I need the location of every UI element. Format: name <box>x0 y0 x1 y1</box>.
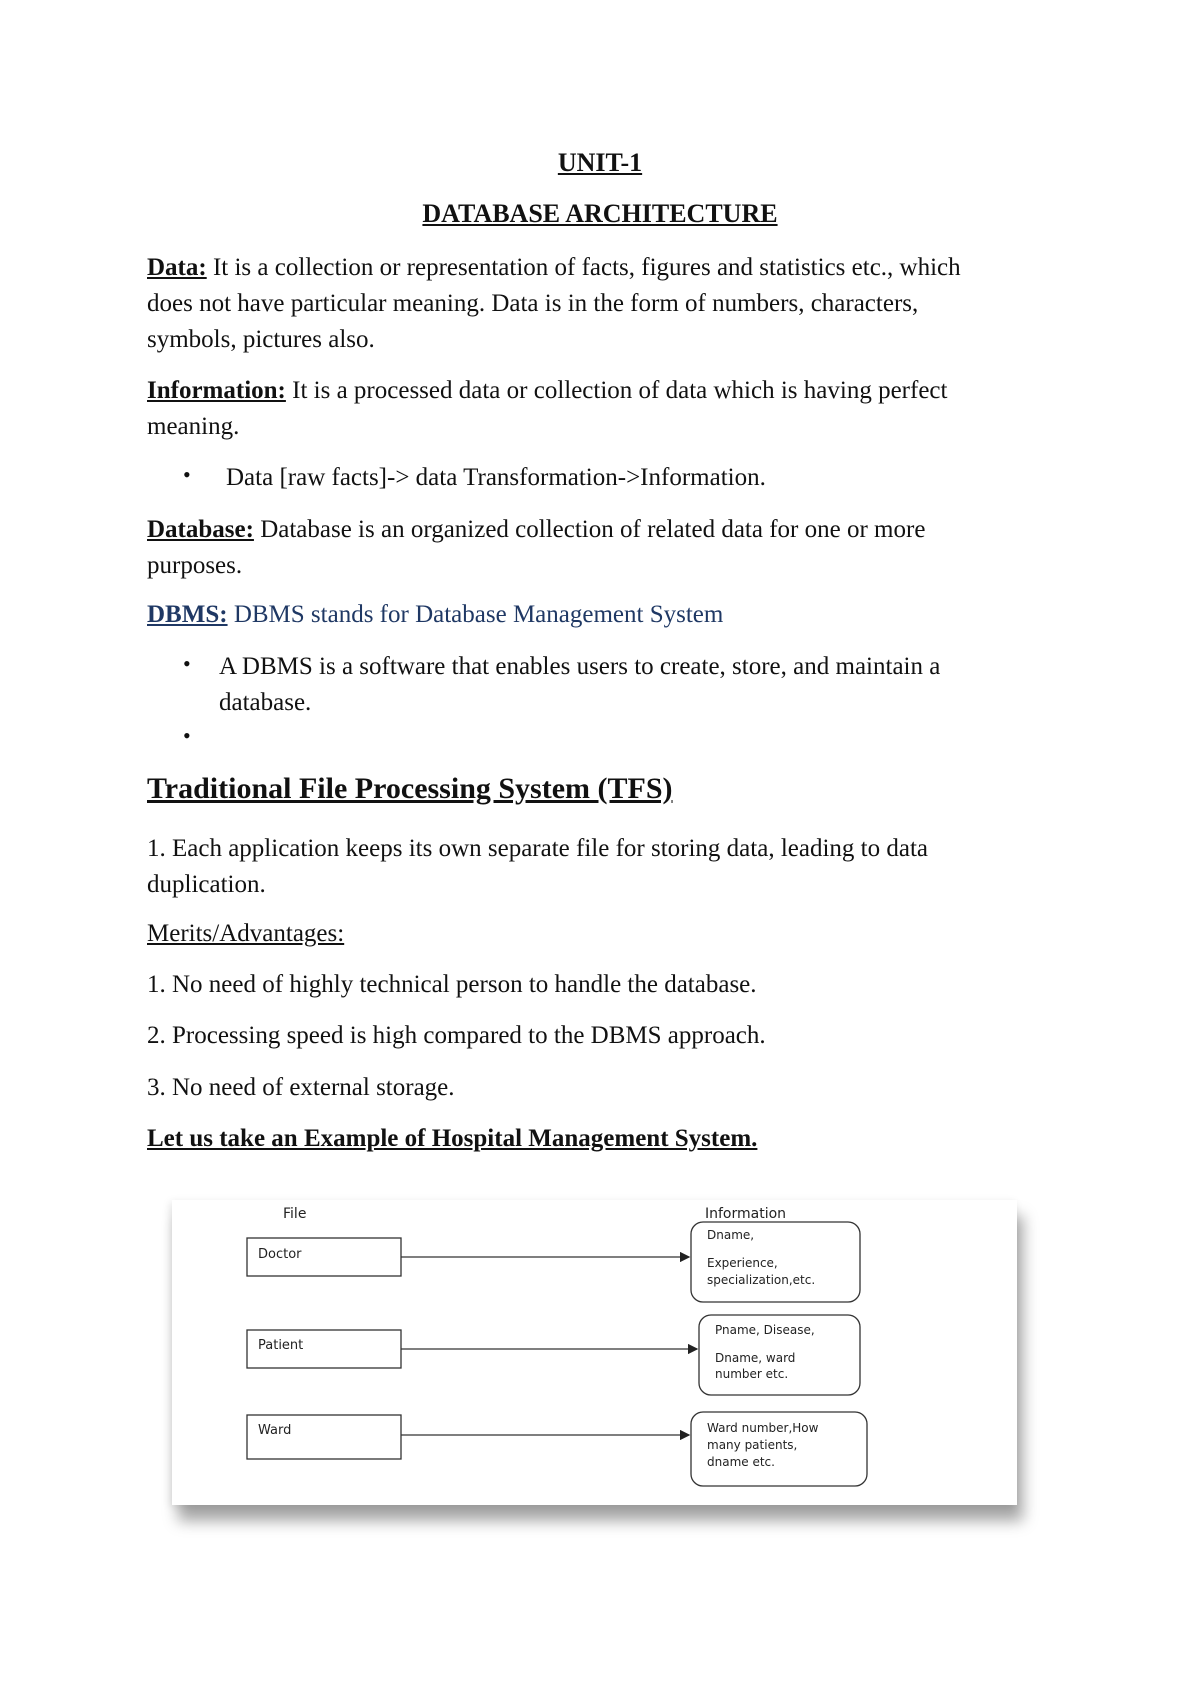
info-header: Information <box>705 1206 787 1222</box>
info-patient-line-2: Dname, ward <box>715 1351 796 1365</box>
information-line-2: meaning. <box>147 413 240 440</box>
tfs-point-1-line-2: duplication. <box>147 871 266 898</box>
merit-2: 2. Processing speed is high compared to the DBMS approach. <box>147 1022 766 1049</box>
data-line-3: symbols, pictures also. <box>147 326 375 353</box>
database-line-2: purposes. <box>147 552 243 579</box>
bullet-dot: • <box>183 462 191 487</box>
dbms-definition <box>147 597 1064 633</box>
info-ward-line-1: Ward number,How <box>707 1421 819 1435</box>
file-label-ward: Ward <box>258 1423 292 1438</box>
database-label: Database: <box>147 516 254 543</box>
dbms-label: DBMS: <box>147 601 228 628</box>
dbms-bullet-line-1: A DBMS is a software that enables users to create, store, and maintain a <box>219 653 941 680</box>
information-definition <box>147 373 1064 445</box>
tfs-heading: Traditional File Processing System (TFS) <box>147 772 673 805</box>
info-patient-line-1: Pname, Disease, <box>715 1323 815 1337</box>
dbms-text: DBMS stands for Database Management System <box>233 601 724 628</box>
empty-bullet-dot: • <box>183 723 191 748</box>
data-label: Data: <box>147 254 207 281</box>
info-doctor-line-2: Experience, <box>707 1256 778 1270</box>
info-doctor-line-1: Dname, <box>707 1228 755 1242</box>
file-label-patient: Patient <box>258 1338 304 1353</box>
merit-3: 3. No need of external storage. <box>147 1074 455 1101</box>
file-label-doctor: Doctor <box>258 1247 302 1262</box>
merit-1: 1. No need of highly technical person to handle the database. <box>147 971 757 998</box>
information-bullet: Data [raw facts]-> data Transformation->Information. <box>226 464 766 491</box>
information-line-1: It is a processed data or collection of data which is having perfect <box>292 377 948 404</box>
example-heading: Let us take an Example of Hospital Management System. <box>147 1125 758 1152</box>
database-line-1: Database is an organized collection of related data for one or more <box>260 516 926 543</box>
bullet-dot: • <box>183 651 191 676</box>
data-line-1: It is a collection or representation of facts, figures and statistics etc., which <box>212 254 961 281</box>
hospital-diagram <box>172 1200 1017 1505</box>
information-label: Information: <box>147 377 286 404</box>
diagram-svg <box>172 1200 1017 1505</box>
info-ward-line-3: dname etc. <box>707 1455 775 1469</box>
dbms-bullet <box>219 649 1064 721</box>
info-doctor-line-3: specialization,etc. <box>707 1273 816 1287</box>
file-header: File <box>283 1206 307 1222</box>
database-definition <box>147 512 1064 584</box>
info-patient-line-3: number etc. <box>715 1367 789 1381</box>
unit-title: UNIT-1 <box>557 148 643 177</box>
tfs-point-1 <box>147 831 1064 903</box>
data-definition <box>147 250 1064 358</box>
dbms-bullet-line-2: database. <box>219 689 312 716</box>
data-line-2: does not have particular meaning. Data is in the form of numbers, characters, <box>147 290 919 317</box>
section-title: DATABASE ARCHITECTURE <box>422 199 778 228</box>
info-ward-line-2: many patients, <box>707 1438 798 1452</box>
tfs-point-1-line-1: 1. Each application keeps its own separate file for storing data, leading to data <box>147 835 928 862</box>
merits-heading: Merits/Advantages: <box>147 920 345 947</box>
